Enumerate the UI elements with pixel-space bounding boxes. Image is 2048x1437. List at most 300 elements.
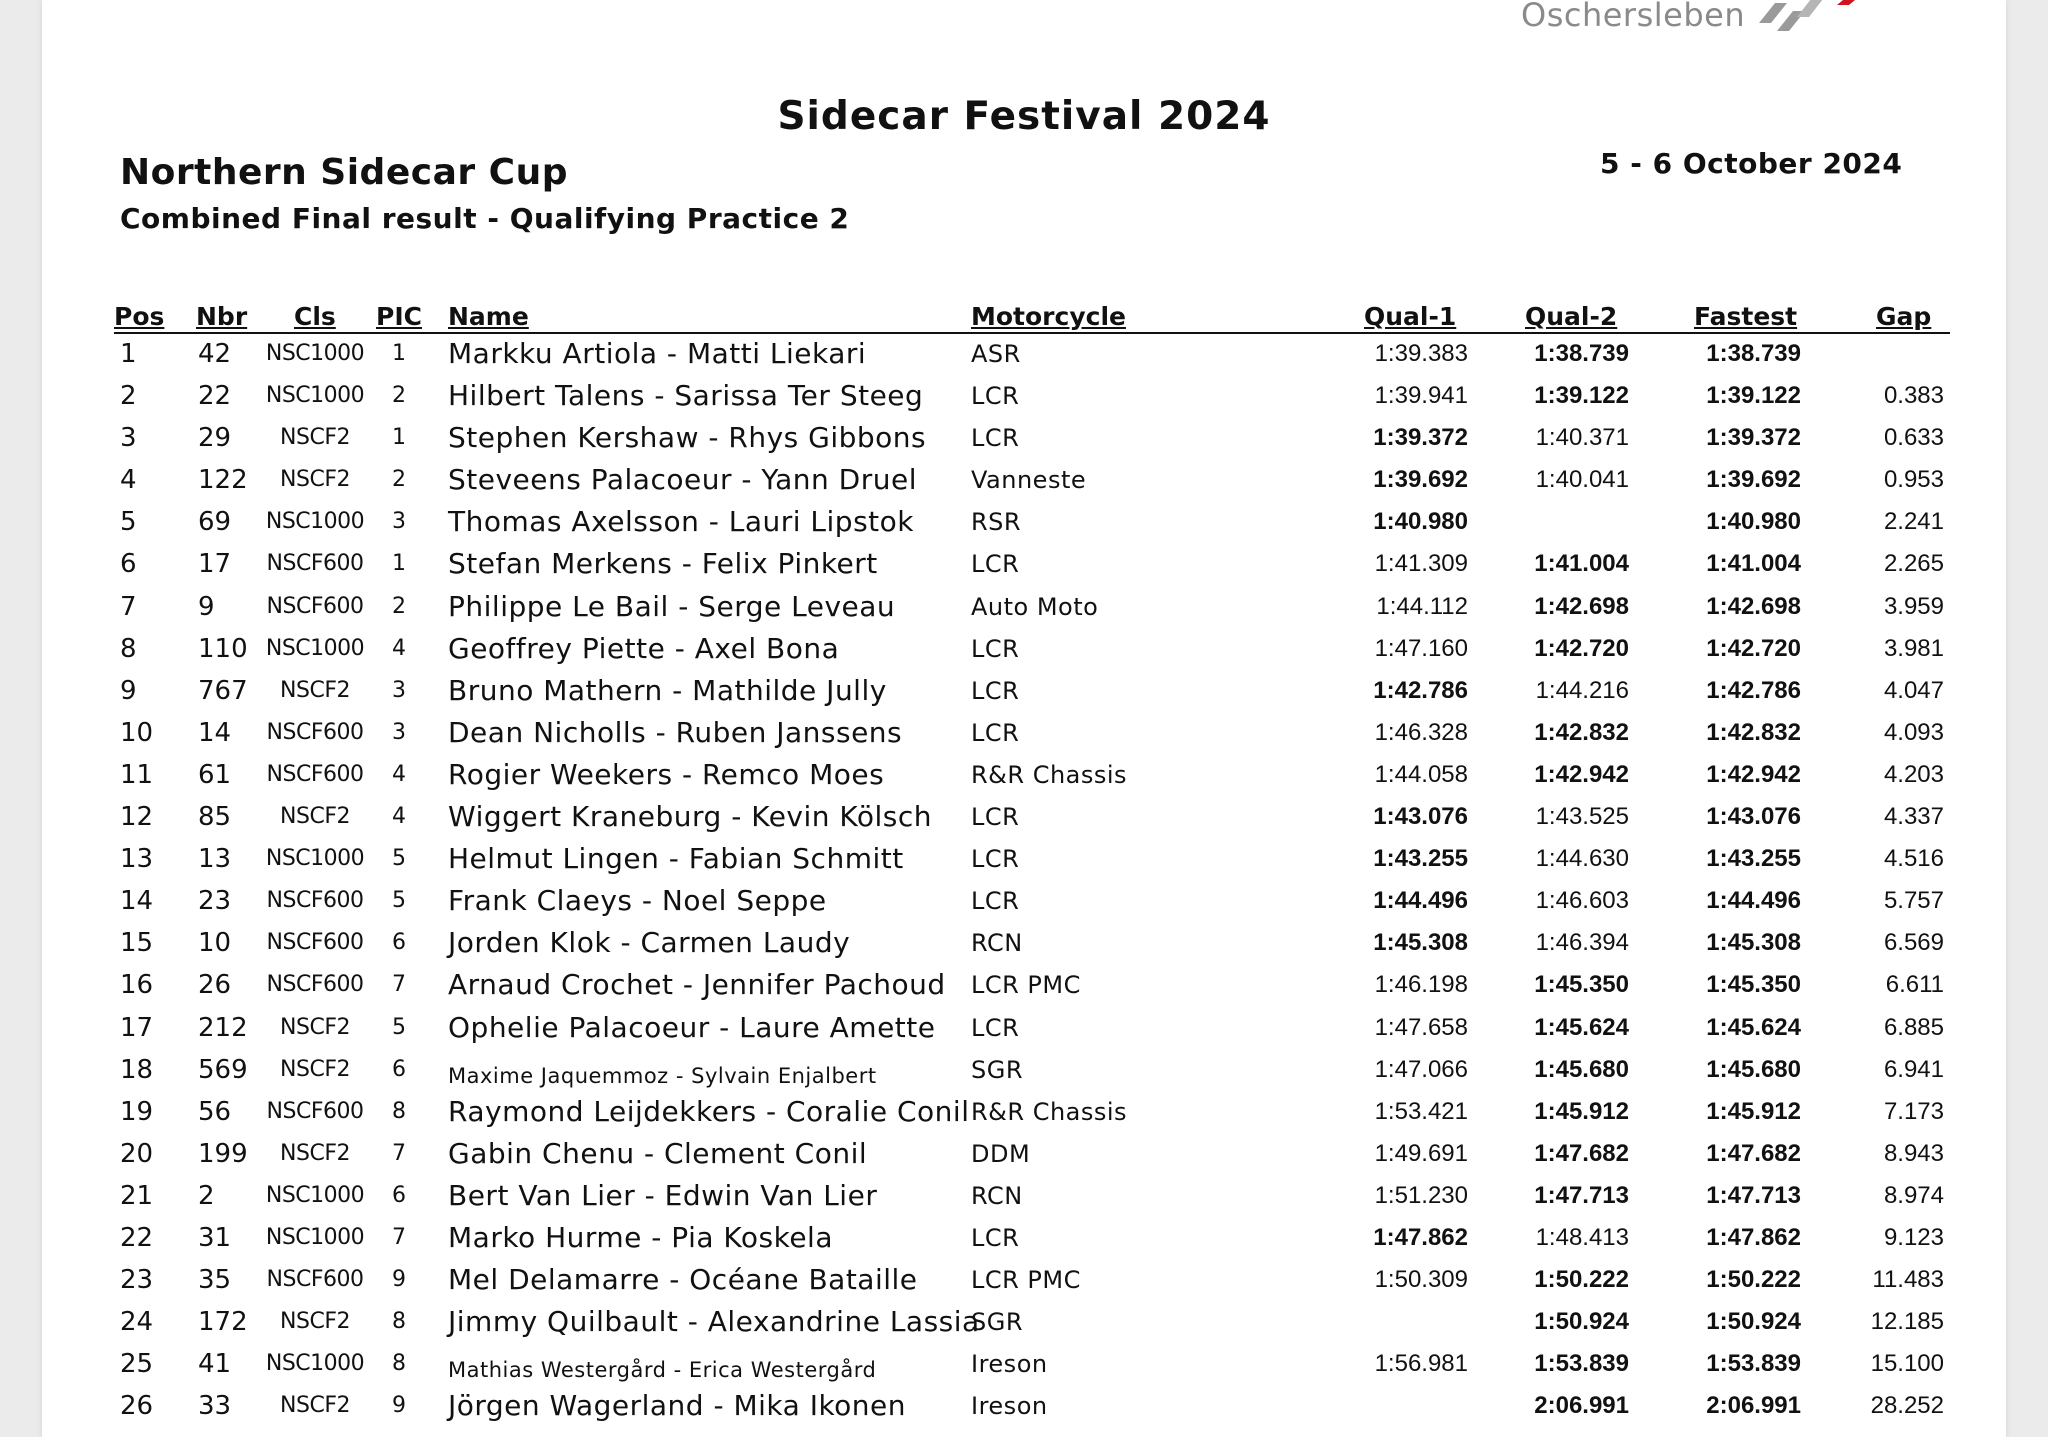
class-cell: NSCF600 [266, 972, 364, 998]
name-cell: Bert Van Lier - Edwin Van Lier [448, 1178, 878, 1212]
number-cell: 35 [198, 1265, 232, 1296]
number-cell: 22 [198, 381, 232, 412]
fastest-cell: 1:43.255 [1706, 845, 1801, 873]
gap-cell: 3.981 [1883, 634, 1944, 662]
number-cell: 2 [198, 1180, 215, 1211]
class-cell: NSCF600 [266, 1098, 364, 1124]
pos-cell: 15 [120, 928, 154, 959]
number-cell: 69 [198, 507, 232, 538]
table-row [0, 378, 2048, 420]
qual1-cell: 1:39.383 [1374, 340, 1468, 367]
pos-cell: 21 [120, 1180, 154, 1211]
motorcycle-cell: LCR [971, 1013, 1020, 1042]
pic-cell: 1 [392, 551, 406, 577]
pic-cell: 7 [392, 1224, 406, 1250]
number-cell: 33 [198, 1391, 232, 1422]
qual1-cell: 1:47.160 [1374, 634, 1468, 662]
class-cell: NSCF600 [266, 719, 364, 745]
table-row [0, 589, 2048, 631]
gap-cell: 4.047 [1883, 676, 1944, 704]
name-cell: Markku Artiola - Matti Liekari [448, 337, 867, 370]
qual2-cell: 1:42.698 [1534, 592, 1629, 620]
table-row [0, 715, 2048, 757]
pos-cell: 1 [120, 339, 137, 369]
pos-cell: 9 [120, 675, 137, 706]
fastest-cell: 1:53.839 [1706, 1350, 1801, 1378]
name-cell: Jimmy Quilbault - Alexandrine Lassia [448, 1305, 980, 1339]
qual2-cell: 1:45.350 [1534, 971, 1629, 999]
motorcycle-cell: LCR [971, 845, 1020, 874]
qual1-cell: 1:41.309 [1374, 550, 1468, 578]
qual2-cell: 1:44.630 [1535, 845, 1629, 873]
table-row [0, 1304, 2048, 1346]
fastest-cell: 1:39.122 [1706, 382, 1801, 410]
pos-cell: 4 [120, 465, 137, 496]
motorcycle-cell: RCN [971, 929, 1023, 958]
table-row [0, 631, 2048, 673]
qual1-cell: 1:39.372 [1373, 424, 1468, 452]
name-cell: Wiggert Kraneburg - Kevin Kölsch [448, 800, 933, 834]
fastest-cell: 1:39.692 [1706, 466, 1801, 494]
qual2-cell: 1:47.713 [1534, 1181, 1629, 1209]
pos-cell: 25 [120, 1349, 154, 1380]
motorcycle-cell: ASR [971, 340, 1021, 368]
class-cell: NSC1000 [265, 635, 365, 661]
table-row [0, 1052, 2048, 1094]
qual2-cell: 1:40.371 [1535, 424, 1629, 452]
qual1-cell: 1:51.230 [1374, 1181, 1468, 1209]
pos-cell: 8 [120, 633, 137, 664]
name-cell: Dean Nicholls - Ruben Janssens [448, 715, 903, 749]
qual1-cell: 1:50.309 [1374, 1266, 1468, 1294]
qual1-cell: 1:47.658 [1374, 1013, 1468, 1041]
table-row [0, 504, 2048, 546]
pic-cell: 4 [392, 761, 406, 787]
motorcycle-cell: Auto Moto [971, 592, 1099, 621]
motorcycle-cell: Vanneste [971, 466, 1087, 495]
fastest-cell: 1:45.308 [1706, 929, 1801, 957]
fastest-cell: 1:45.912 [1706, 1097, 1801, 1125]
qual1-cell: 1:43.076 [1373, 803, 1468, 831]
fastest-cell: 1:44.496 [1706, 887, 1801, 915]
class-cell: NSCF600 [266, 930, 364, 956]
col-cls: Cls [294, 302, 336, 331]
qual2-cell: 1:40.041 [1535, 466, 1629, 494]
qual2-cell: 1:50.924 [1534, 1308, 1629, 1336]
gap-cell: 6.885 [1883, 1013, 1944, 1041]
name-cell: Arnaud Crochet - Jennifer Pachoud [448, 968, 946, 1002]
fastest-cell: 1:42.698 [1706, 592, 1801, 620]
class-cell: NSC1000 [265, 846, 365, 872]
qual2-cell: 1:43.525 [1535, 803, 1629, 831]
table-row [0, 1220, 2048, 1262]
number-cell: 85 [198, 802, 232, 833]
qual2-cell: 1:42.720 [1534, 634, 1629, 662]
pic-cell: 3 [392, 677, 406, 703]
name-cell: Thomas Axelsson - Lauri Lipstok [448, 505, 914, 539]
qual1-cell: 1:39.692 [1373, 466, 1468, 494]
col-fastest: Fastest [1694, 302, 1798, 331]
class-cell: NSCF2 [280, 1393, 350, 1419]
qual1-cell: 1:44.112 [1376, 592, 1468, 620]
motorcycle-cell: LCR [971, 887, 1020, 916]
cup-title: Northern Sidecar Cup [120, 152, 568, 193]
number-cell: 29 [198, 423, 232, 454]
name-cell: Helmut Lingen - Fabian Schmitt [448, 842, 904, 876]
col-pic: PIC [376, 302, 422, 331]
pos-cell: 7 [120, 591, 137, 622]
class-cell: NSC1000 [265, 1224, 365, 1250]
col-name: Name [448, 302, 529, 331]
fastest-cell: 1:45.624 [1706, 1013, 1801, 1041]
number-cell: 172 [198, 1307, 248, 1338]
name-cell: Ophelie Palacoeur - Laure Amette [448, 1010, 936, 1044]
qual2-cell: 1:42.942 [1534, 760, 1629, 788]
motorcycle-cell: DDM [971, 1139, 1031, 1168]
gap-cell: 0.383 [1883, 382, 1944, 410]
pic-cell: 8 [392, 1098, 406, 1124]
qual1-cell: 1:46.198 [1374, 971, 1468, 999]
motorcycle-cell: LCR [971, 550, 1020, 579]
table-row [0, 336, 2048, 378]
class-cell: NSC1000 [265, 509, 365, 535]
fastest-cell: 1:42.942 [1706, 760, 1801, 788]
pos-cell: 14 [120, 886, 154, 917]
qual2-cell: 2:06.991 [1534, 1392, 1629, 1420]
table-row [0, 1136, 2048, 1178]
gap-cell: 0.953 [1883, 466, 1944, 494]
motorcycle-cell: R&R Chassis [971, 760, 1128, 789]
gap-cell: 15.100 [1870, 1350, 1944, 1378]
qual1-cell: 1:49.691 [1374, 1139, 1468, 1167]
gap-cell: 6.941 [1883, 1055, 1944, 1083]
pos-cell: 10 [120, 717, 154, 748]
fastest-cell: 1:45.680 [1706, 1055, 1801, 1083]
class-cell: NSCF2 [280, 1014, 350, 1040]
class-cell: NSCF2 [280, 1140, 350, 1166]
number-cell: 61 [198, 759, 232, 790]
name-cell: Raymond Leijdekkers - Coralie Conil [448, 1094, 970, 1128]
motorcycle-cell: R&R Chassis [971, 1097, 1128, 1126]
qual2-cell: 1:44.216 [1535, 676, 1629, 704]
class-cell: NSCF2 [280, 1056, 350, 1082]
fastest-cell: 2:06.991 [1706, 1392, 1801, 1420]
name-cell: Frank Claeys - Noel Seppe [448, 884, 827, 918]
qual2-cell: 1:45.624 [1534, 1013, 1629, 1041]
motorcycle-cell: LCR [971, 424, 1020, 453]
motorcycle-cell: RCN [971, 1181, 1023, 1210]
name-cell: Hilbert Talens - Sarissa Ter Steeg [448, 379, 924, 413]
qual2-cell: 1:48.413 [1535, 1223, 1629, 1251]
class-cell: NSC1000 [265, 1182, 365, 1208]
name-cell: Maxime Jaquemmoz - Sylvain Enjalbert [448, 1063, 877, 1088]
fastest-cell: 1:41.004 [1706, 550, 1801, 578]
class-cell: NSCF600 [266, 593, 364, 619]
pic-cell: 3 [392, 719, 406, 745]
gap-cell: 28.252 [1870, 1392, 1944, 1420]
name-cell: Rogier Weekers - Remco Moes [448, 757, 885, 791]
qual2-cell: 1:38.739 [1534, 340, 1629, 367]
class-cell: NSCF2 [280, 677, 350, 703]
qual1-cell: 1:45.308 [1373, 929, 1468, 957]
pic-cell: 4 [392, 635, 406, 661]
pos-cell: 22 [120, 1222, 154, 1253]
gap-cell: 8.943 [1883, 1139, 1944, 1167]
motorcycle-cell: SGR [971, 1055, 1024, 1084]
motorcycle-cell: LCR [971, 382, 1020, 411]
qual2-cell: 1:47.682 [1534, 1139, 1629, 1167]
name-cell: Bruno Mathern - Mathilde Jully [448, 673, 887, 707]
table-row [0, 420, 2048, 462]
pic-cell: 6 [392, 1056, 406, 1082]
pic-cell: 1 [392, 341, 406, 366]
qual1-cell: 1:40.980 [1373, 508, 1468, 536]
gap-cell: 4.516 [1883, 845, 1944, 873]
pos-cell: 18 [120, 1054, 154, 1085]
number-cell: 110 [198, 633, 248, 664]
qual1-cell: 1:56.981 [1374, 1350, 1468, 1378]
number-cell: 41 [198, 1349, 232, 1380]
gap-cell: 4.203 [1883, 760, 1944, 788]
flag-icon [1753, 0, 1873, 35]
table-row [0, 1178, 2048, 1220]
class-cell: NSCF600 [266, 1267, 364, 1293]
motorcycle-cell: RSR [971, 508, 1022, 537]
table-row [0, 757, 2048, 799]
class-cell: NSCF2 [280, 425, 350, 451]
number-cell: 31 [198, 1222, 232, 1253]
name-cell: Gabin Chenu - Clement Conil [448, 1136, 868, 1170]
class-cell: NSCF2 [280, 804, 350, 830]
table-row [0, 799, 2048, 841]
number-cell: 122 [198, 465, 248, 496]
col-nbr: Nbr [196, 302, 248, 331]
table-header [114, 298, 1950, 334]
number-cell: 199 [198, 1138, 248, 1169]
number-cell: 42 [198, 339, 232, 369]
qual1-cell: 1:46.328 [1374, 718, 1468, 746]
class-cell: NSCF600 [266, 551, 364, 577]
number-cell: 26 [198, 970, 232, 1001]
col-gap: Gap [1876, 302, 1932, 331]
number-cell: 13 [198, 844, 232, 875]
fastest-cell: 1:43.076 [1706, 803, 1801, 831]
name-cell: Geoffrey Piette - Axel Bona [448, 631, 840, 665]
gap-cell: 4.337 [1883, 803, 1944, 831]
number-cell: 212 [198, 1012, 248, 1043]
pos-cell: 20 [120, 1138, 154, 1169]
event-title: Sidecar Festival 2024 [777, 94, 1271, 139]
gap-cell: 9.123 [1883, 1223, 1944, 1251]
name-cell: Jorden Klok - Carmen Laudy [448, 926, 851, 960]
name-cell: Mathias Westergård - Erica Westergård [448, 1358, 877, 1383]
qual2-cell: 1:53.839 [1534, 1350, 1629, 1378]
event-date: 5 - 6 October 2024 [1600, 147, 1903, 180]
gap-cell: 2.241 [1883, 508, 1944, 536]
fastest-cell: 1:38.739 [1706, 340, 1801, 367]
gap-cell: 7.173 [1883, 1097, 1944, 1125]
pic-cell: 8 [392, 1309, 406, 1335]
pos-cell: 11 [120, 759, 154, 790]
pos-cell: 23 [120, 1265, 154, 1296]
pos-cell: 6 [120, 549, 137, 580]
table-row [0, 925, 2048, 967]
number-cell: 14 [198, 717, 232, 748]
pic-cell: 8 [392, 1351, 406, 1377]
class-cell: NSC1000 [265, 383, 365, 409]
class-cell: NSCF2 [280, 467, 350, 493]
table-row [0, 1262, 2048, 1304]
gap-cell: 6.611 [1885, 971, 1944, 999]
number-cell: 17 [198, 549, 232, 580]
pic-cell: 1 [392, 425, 406, 451]
pic-cell: 6 [392, 930, 406, 956]
motorcycle-cell: SGR [971, 1308, 1024, 1337]
pic-cell: 9 [392, 1267, 406, 1293]
gap-cell: 8.974 [1883, 1181, 1944, 1209]
fastest-cell: 1:47.682 [1706, 1139, 1801, 1167]
number-cell: 56 [198, 1096, 232, 1127]
motorcycle-cell: LCR [971, 676, 1020, 705]
table-row [0, 883, 2048, 925]
class-cell: NSCF600 [266, 888, 364, 914]
fastest-cell: 1:45.350 [1706, 971, 1801, 999]
gap-cell: 3.959 [1883, 592, 1944, 620]
pic-cell: 2 [392, 383, 406, 409]
pic-cell: 9 [392, 1393, 406, 1419]
pic-cell: 4 [392, 804, 406, 830]
pic-cell: 5 [392, 1014, 406, 1040]
qual2-cell: 1:39.122 [1534, 382, 1629, 410]
qual2-cell: 1:50.222 [1534, 1266, 1629, 1294]
table-row [0, 1094, 2048, 1136]
fastest-cell: 1:42.720 [1706, 634, 1801, 662]
qual1-cell: 1:53.421 [1374, 1097, 1468, 1125]
qual1-cell: 1:39.941 [1374, 382, 1468, 410]
gap-cell: 2.265 [1883, 550, 1944, 578]
number-cell: 767 [198, 675, 248, 706]
class-cell: NSCF600 [266, 761, 364, 787]
number-cell: 23 [198, 886, 232, 917]
pos-cell: 16 [120, 970, 154, 1001]
number-cell: 10 [198, 928, 232, 959]
qual1-cell: 1:43.255 [1373, 845, 1468, 873]
motorcycle-cell: LCR [971, 1223, 1020, 1252]
pos-cell: 24 [120, 1307, 154, 1338]
pos-cell: 26 [120, 1391, 154, 1422]
number-cell: 9 [198, 591, 215, 622]
session-title: Combined Final result - Qualifying Practice 2 [120, 202, 850, 235]
pos-cell: 17 [120, 1012, 154, 1043]
qual2-cell: 1:45.680 [1534, 1055, 1629, 1083]
qual1-cell: 1:42.786 [1373, 676, 1468, 704]
fastest-cell: 1:42.832 [1706, 718, 1801, 746]
table-row [0, 1010, 2048, 1052]
motorcycle-cell: LCR [971, 634, 1020, 663]
pos-cell: 13 [120, 844, 154, 875]
table-row [0, 841, 2048, 883]
qual2-cell: 1:42.832 [1534, 718, 1629, 746]
table-row [0, 546, 2048, 588]
pic-cell: 7 [392, 972, 406, 998]
pos-cell: 12 [120, 802, 154, 833]
name-cell: Philippe Le Bail - Serge Leveau [448, 589, 896, 623]
pic-cell: 5 [392, 846, 406, 872]
pic-cell: 5 [392, 888, 406, 914]
gap-cell: 11.483 [1872, 1266, 1944, 1294]
motorcycle-cell: Ireson [971, 1350, 1048, 1379]
gap-cell: 4.093 [1883, 718, 1944, 746]
class-cell: NSC1000 [265, 341, 365, 366]
table-row [0, 967, 2048, 1009]
pic-cell: 7 [392, 1140, 406, 1166]
pic-cell: 2 [392, 593, 406, 619]
col-qual1: Qual-1 [1364, 302, 1457, 331]
qual2-cell: 1:46.603 [1535, 887, 1629, 915]
fastest-cell: 1:50.222 [1706, 1266, 1801, 1294]
class-cell: NSC1000 [265, 1351, 365, 1377]
motorcycle-cell: LCR PMC [971, 971, 1081, 1000]
qual1-cell: 1:44.496 [1373, 887, 1468, 915]
fastest-cell: 1:50.924 [1706, 1308, 1801, 1336]
fastest-cell: 1:47.713 [1706, 1181, 1801, 1209]
name-cell: Stefan Merkens - Felix Pinkert [448, 547, 878, 581]
pic-cell: 3 [392, 509, 406, 535]
qual1-cell: 1:44.058 [1374, 760, 1468, 788]
fastest-cell: 1:40.980 [1706, 508, 1801, 536]
logo-text: Oschersleben [1521, 0, 1746, 34]
pic-cell: 6 [392, 1182, 406, 1208]
name-cell: Jörgen Wagerland - Mika Ikonen [448, 1389, 907, 1423]
number-cell: 569 [198, 1054, 248, 1085]
pos-cell: 5 [120, 507, 137, 538]
table-row [0, 1388, 2048, 1430]
motorcycle-cell: LCR PMC [971, 1266, 1081, 1295]
table-row [0, 1346, 2048, 1388]
pos-cell: 2 [120, 381, 137, 412]
qual2-cell: 1:41.004 [1534, 550, 1629, 578]
gap-cell: 0.633 [1883, 424, 1944, 452]
fastest-cell: 1:42.786 [1706, 676, 1801, 704]
pic-cell: 2 [392, 467, 406, 493]
circuit-logo [1521, 0, 1873, 38]
motorcycle-cell: Ireson [971, 1392, 1048, 1421]
class-cell: NSCF2 [280, 1309, 350, 1335]
gap-cell: 6.569 [1883, 929, 1944, 957]
qual1-cell: 1:47.066 [1374, 1055, 1468, 1083]
motorcycle-cell: LCR [971, 803, 1020, 832]
results-table [0, 336, 2048, 1430]
name-cell: Steveens Palacoeur - Yann Druel [448, 463, 917, 497]
gap-cell: 5.757 [1883, 887, 1944, 915]
qual2-cell: 1:45.912 [1534, 1097, 1629, 1125]
qual1-cell: 1:47.862 [1373, 1223, 1468, 1251]
col-qual2: Qual-2 [1525, 302, 1618, 331]
name-cell: Mel Delamarre - Océane Bataille [448, 1263, 918, 1297]
col-pos: Pos [114, 302, 165, 331]
qual2-cell: 1:46.394 [1535, 929, 1629, 957]
table-row [0, 462, 2048, 504]
gap-cell: 12.185 [1870, 1308, 1944, 1336]
name-cell: Marko Hurme - Pia Koskela [448, 1220, 833, 1254]
table-row [0, 673, 2048, 715]
pos-cell: 3 [120, 423, 137, 454]
name-cell: Stephen Kershaw - Rhys Gibbons [448, 421, 927, 455]
fastest-cell: 1:39.372 [1706, 424, 1801, 452]
pos-cell: 19 [120, 1096, 154, 1127]
col-motorcycle: Motorcycle [971, 302, 1126, 331]
fastest-cell: 1:47.862 [1706, 1223, 1801, 1251]
